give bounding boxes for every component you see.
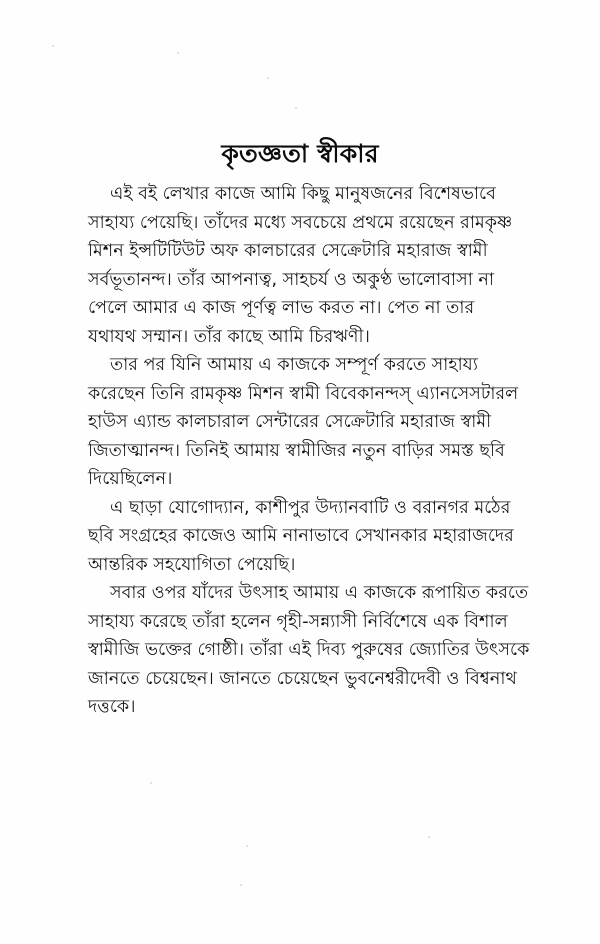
scan-speck [295,107,297,109]
text-line: যথাযথ সম্মান। তাঁর কাছে আমি চিরঋণী। [88,326,370,347]
text-line: এই বই লেখার কাজে আমি কিছু মানুষজনের বিশেষভাবে [110,184,496,204]
text-line: সাহায্য পেয়েছি। তাঁদের মধ্যে সবচেয়ে প্রথমে রয়েছেন রামকৃষ্ণ [88,212,513,233]
text-line: এ ছাড়া যোগোদ্যান, কাশীপুর উদ্যানবাটি ও বরানগর মঠের [110,497,511,518]
scan-speck [246,845,248,847]
paragraph-1 [88,180,528,351]
text-line: পেলে আমার এ কাজ পূর্ণত্ব লাভ করত না। পেত না তার [88,298,475,318]
acknowledgement-body [88,180,528,722]
text-line: মিশন ইন্সটিটিউট অফ কালচারের সেক্রেটারি মহারাজ স্বামী [88,241,488,261]
page-heading: কৃতজ্ঞতা স্বীকার [221,139,379,168]
scan-speck [267,77,269,79]
paragraph-4 [88,579,528,722]
text-line: ছবি সংগ্রহের কাজেও আমি নানাভাবে সেখানকার মহারাজদের [88,526,514,546]
scan-speck [177,52,179,54]
text-line: জিতাত্মানন্দ। তিনিই আমায় স্বামীজির নতুন বাড়ির সমস্ত ছবি [88,440,505,461]
text-line: দিয়েছিলেন। [88,469,173,489]
scan-speck [52,45,54,47]
text-line: স্বামীজি ভক্তের গোষ্ঠী। তাঁরা এই দিব্য পুরুষের জ্যোতির উৎসকে [88,640,530,660]
text-line: আন্তরিক সহযোগিতা পেয়েছি। [88,554,296,575]
scan-speck [150,782,152,784]
text-line: সবার ওপর যাঁদের উৎসাহ আমায় এ কাজকে রূপায়িত করতে [110,583,529,603]
paragraph-2 [88,351,528,494]
text-line: জানতে চেয়েছেন। জানতে চেয়েছেন ভুবনেশ্বরীদেবী ও বিশ্বনাথ [88,668,517,689]
text-line: সর্বভূতানন্দ। তাঁর আপনাত্ব, সাহচর্য ও অকুণ্ঠ ভালোবাসা না [88,269,495,290]
text-line: হাউস এ্যান্ড কালচারাল সেন্টারের সেক্রেটারি মহারাজ স্বামী [88,412,492,432]
text-line: করেছেন তিনি রামকৃষ্ণ মিশন স্বামী বিবেকানন্দস্ এ্যানসেসটারল [88,383,519,404]
text-line: সাহায্য করেছে তাঁরা হলেন গৃহী-সন্ন্যাসী নির্বিশেষে এক বিশাল [88,611,508,632]
paragraph-3 [88,494,528,580]
text-line: দত্তকে। [88,697,136,717]
scan-speck [428,836,430,838]
text-line: তার পর যিনি আমায় এ কাজকে সম্পূর্ণ করতে সাহায্য [110,355,478,375]
scan-speck [240,884,242,886]
